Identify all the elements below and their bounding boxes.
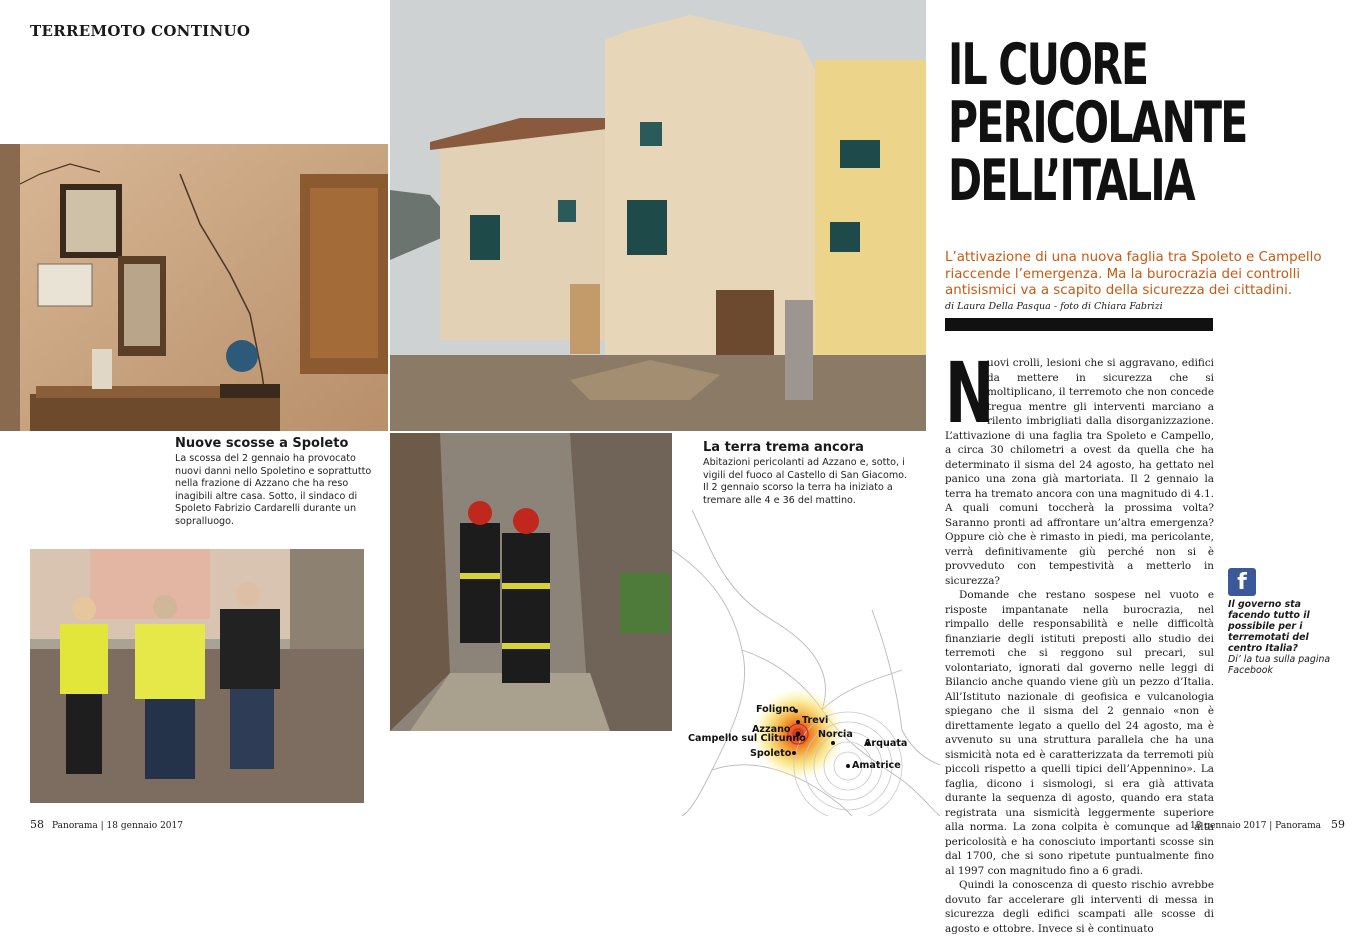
standfirst: L’attivazione di una nuova faglia tra Spoleto e Campello riaccende l’emergenza. Ma la burocrazia dei controlli antisismici va a scapito della sicurezza dei cittadini. bbox=[945, 250, 1322, 298]
folio-right-text: 18 gennaio 2017 | Panorama bbox=[1190, 821, 1321, 831]
photo-damaged-building bbox=[390, 0, 926, 431]
facebook-icon[interactable]: f bbox=[1228, 568, 1256, 596]
facebook-prompt: Di’ la tua sulla pagina Facebook bbox=[1228, 654, 1331, 676]
photo-cracked-interior bbox=[0, 144, 388, 431]
folio-left bbox=[30, 818, 183, 831]
folio-left-text: Panorama | 18 gennaio 2017 bbox=[52, 821, 183, 831]
body-paragraph-2: Domande che restano sospese nel vuoto e risposte impantanate nella burocrazia, nel rimpallo delle responsabilità e nelle difficoltà finanziarie degli istituti preposti allo studio dei terremoti che si reggono sul precari, sul volontariato, ignorati dal governo nelle leggi di Bilancio anche quando viene giù un pezzo d’Italia. All’Istituto nazionale di geofisica e vulcanologia spiegano che il sisma del 2 gennaio «non è direttamente legato a quello del 24 agosto, ma è avvenuto su una struttura parallela che ha una sismicità nota ed è caratterizzata da terremoti più piccoli rispetto a quelli tipici dell’Appennino». La faglia, dicono i sismologi, si era già attivata durante la sequenza di agosto, quando era stata registrata una sismicità leggermente superiore alla norma. La zona colpita è comunque ad alta pericolosità e ha conosciuto importanti scosse sin dal 1700, che si sono ripetute puntualmente fino al 1997 con magnitudo fino a 6 gradi. bbox=[945, 589, 1214, 877]
map-label-campello: Campello sul Clitunno bbox=[688, 733, 806, 744]
caption-left-title: Nuove scosse a Spoleto bbox=[175, 436, 349, 451]
caption-middle-text: Abitazioni pericolanti ad Azzano e, sotto, i vigili del fuoco al Castello di San Giacomo. Il 2 gennaio scorso la terra ha iniziato a tremare alle 4 e 36 del mattino. bbox=[703, 457, 907, 506]
photo-mayor-inspection bbox=[30, 549, 364, 803]
map-label-foligno: Foligno bbox=[756, 704, 796, 715]
divider-bar bbox=[945, 318, 1213, 331]
headline-line-1: IL CUORE bbox=[948, 32, 1148, 98]
caption-left-text: La scossa del 2 gennaio ha provocato nuovi danni nello Spoletino e soprattutto nella frazione di Azzano che ha reso inagibili altre casa. Sotto, il sindaco di Spoleto Fabrizio Cardarelli durante un sopralluogo. bbox=[175, 453, 372, 527]
map-label-amatrice: Amatrice bbox=[852, 760, 901, 771]
map-label-trevi: Trevi bbox=[802, 715, 829, 726]
headline-line-2: PERICOLANTE bbox=[948, 90, 1247, 156]
map-label-spoleto: Spoleto bbox=[750, 748, 792, 759]
facebook-callout[interactable] bbox=[1228, 568, 1338, 676]
map-label-arquata: Arquata bbox=[864, 738, 908, 749]
caption-middle-title: La terra trema ancora bbox=[703, 440, 864, 455]
page-number-left: 58 bbox=[30, 818, 44, 831]
headline bbox=[948, 32, 1247, 214]
folio-right bbox=[1190, 818, 1345, 831]
facebook-question: Il governo sta facendo tutto il possibile per i terremotati del centro Italia? bbox=[1228, 599, 1310, 654]
map-label-norcia: Norcia bbox=[818, 729, 853, 740]
page-number-right: 59 bbox=[1330, 818, 1345, 831]
body-paragraph-3: Quindi la conoscenza di questo rischio avrebbe dovuto far accelerare gli interventi di messa in sicurezza degli edifici scampati alle scosse di agosto e ottobre. Invece si è continuato bbox=[945, 879, 1214, 935]
seismic-map bbox=[672, 510, 940, 816]
article-body bbox=[945, 344, 1214, 936]
photo-firefighters bbox=[390, 433, 672, 731]
map-label-azzano: Azzano bbox=[752, 724, 791, 735]
body-paragraph-1: uovi crolli, lesioni che si aggravano, edifici da mettere in sicurezza che si moltiplicano, il terremoto che non concede tregua mentre gli interventi marciano a rilento imbrigliati dalla disorganizzazione. L’attivazione di una faglia tra Spoleto e Campello, a circa 30 chilometri a ovest da quella che ha determinato il sisma del 24 agosto, ha gettato nel panico una zona già martoriata. Il 2 gennaio la terra ha tremato ancora con una magnitudo di 4.1. A quali comuni toccherà la prossima volta? Saranno pronti ad affrontare un’altra emergenza? Oppure ciò che è rimasto in piedi, ma pericolante, verrà definitivamente giù perché non si è provveduto con tempestività a metterlo in sicurezza? bbox=[945, 357, 1214, 587]
drop-cap: N bbox=[945, 344, 995, 442]
headline-line-3: DELL’ITALIA bbox=[948, 148, 1194, 214]
section-label: TERREMOTO CONTINUO bbox=[30, 22, 251, 40]
byline: di Laura Della Pasqua - foto di Chiara Fabrizi bbox=[945, 301, 1163, 312]
